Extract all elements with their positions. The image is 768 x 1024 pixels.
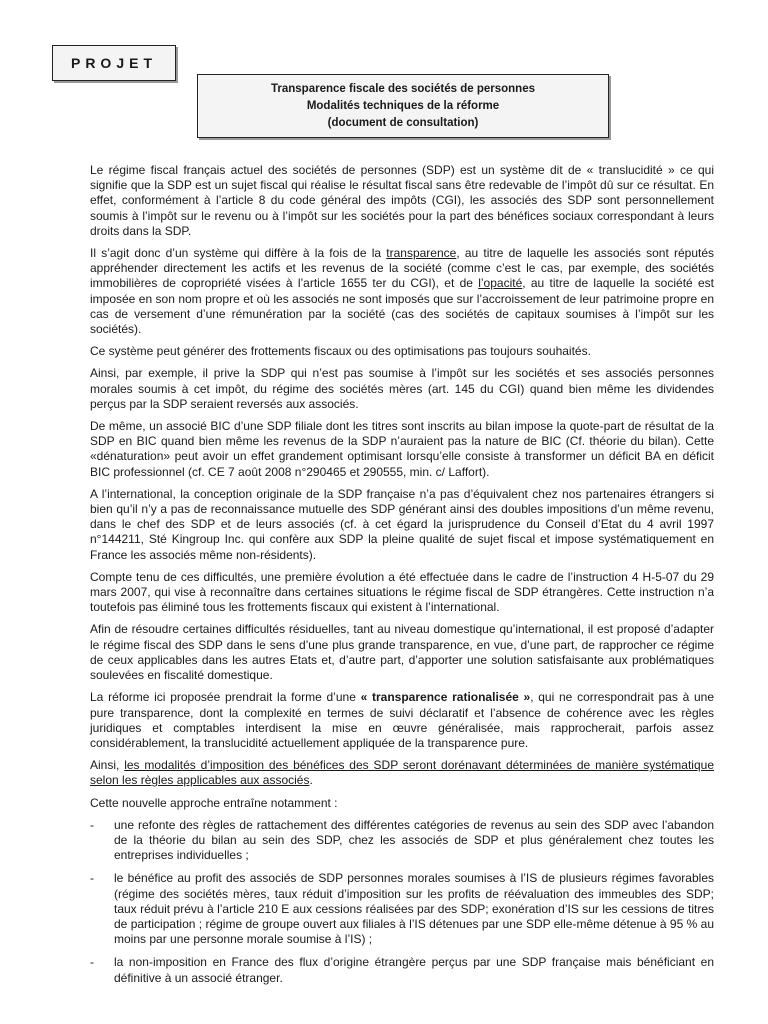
paragraph-1: Le régime fiscal français actuel des sociétés de personnes (SDP) est un système dit de « translucidité » ce qui signifie que la SDP est un sujet fiscal qui réalise le résultat fiscal sans être redevable de l’impôt dû sur ce résultat. En effet, conformément à l’article 8 du code général des impôts (CGI), les associés des SDP sont personnellement soumis à l’impôt sur le revenu ou à l’impôt sur les sociétés pour la part des bénéfices sociaux correspondant à leurs droits dans la SDP.	[90, 163, 714, 238]
paragraph-7: Compte tenu de ces difficultés, une première évolution a été effectuée dans le cadre de l’instruction 4 H-5-07 du 29 mars 2007, qui vise à reconnaître dans certaines situations le régime fiscal de SDP étrangères. Cette instruction n’a toutefois pas éliminé tous les frottements fiscaux qui existent à l’international.	[90, 569, 714, 615]
paragraph-6: A l’international, la conception originale de la SDP française n’a pas d’équivalent chez nos partenaires étrangers si bien qu’il n’y a pas de reconnaissance mutuelle des SDP générant ainsi des doubles impositions d’un même revenu, dans le chef des SDP et de leurs associés (cf. à cet égard la jurisprudence du Conseil d’Etat du 4 avril 1997 n°144211, Sté Kingroup Inc. qui confère aux SDP la pleine qualité de sujet fiscal et impose systématiquement en France les associés même non-résidents).	[90, 486, 714, 562]
term-opacite: l’opacité	[478, 276, 523, 291]
paragraph-8: Afin de résoudre certaines difficultés résiduelles, tant au niveau domestique qu’international, il est proposé d’adapter le régime fiscal des SDP dans le sens d’une plus grande transparence, en vue, d’une part, de rapprocher ce régime de ceux applicables dans les autres Etats et, d’autre part, d’apporter une solution satisfaisante aux problématiques soulevées en fiscalité domestique.	[90, 622, 714, 683]
title-line-1: Transparence fiscale des sociétés de personnes	[271, 83, 535, 95]
title-line-2: Modalités techniques de la réforme	[306, 100, 500, 112]
paragraph-9	[90, 690, 714, 751]
project-stamp: PROJET	[52, 45, 176, 81]
key-statement: les modalités d’imposition des bénéfices des SDP seront dorénavant déterminées de manière systématique selon les règles applicables aux associés	[90, 758, 714, 788]
document-title-box	[197, 74, 609, 138]
paragraph-2-text-a: Il s’agit donc d’un système qui diffère à la fois de la	[90, 246, 387, 261]
title-line-3: (document de consultation)	[327, 117, 479, 129]
list-item: - la non-imposition en France des flux d’origine étrangère perçus par une SDP française mais bénéficiant en définitive à un associé étranger.	[90, 955, 714, 985]
paragraph-10-text-a: Ainsi,	[90, 758, 125, 773]
paragraph-10	[90, 758, 714, 788]
paragraph-9-text-c: , qui ne correspondrait pas à une pure transparence, dont la complexité en termes de suivi déclaratif et l’absence de cohérence avec les règles juridiques et comptables interdisent la mise en œuvre généralisée, mais rapprocherait, parfois assez considérablement, la translucidité actuellement appliquée de la transparence pure.	[90, 690, 714, 750]
list-item: - une refonte des règles de rattachement des différentes catégories de revenus au sein des SDP avec l’abandon de la théorie du bilan au sein des SDP, chez les associés de SDP et plus généralement chez toutes les entreprises individuelles ;	[90, 818, 714, 864]
term-transparence: transparence	[386, 246, 457, 261]
document-body	[90, 163, 714, 994]
paragraph-9-text-a: La réforme ici proposée prendrait la forme d’une	[90, 690, 361, 705]
paragraph-2-text-e: , au titre de laquelle la société est imposée en son nom propre et où les associés ne sont imposés que sur l’accroissement de leur patrimoine propre en cas de versement d’une rémunération par la société (cas des sociétés de capitaux soumises à l’impôt sur les sociétés).	[90, 276, 714, 337]
paragraph-2-text-c: , au titre de laquelle les associés sont réputés appréhender directement les actifs et les revenus de la société (comme c’est le cas, par exemple, des sociétés immobilières de copropriété visées à l’article 1655 ter du CGI), et de	[90, 246, 715, 291]
term-transparence-rationalisee: « transparence rationalisée »	[360, 690, 531, 705]
paragraph-4: Ainsi, par exemple, il prive la SDP qui n’est pas soumise à l’impôt sur les sociétés et ses associés personnes morales soumis à cet impôt, du régime des sociétés mères (art. 145 du CGI) quand bien même les dividendes perçus par la SDP seraient reversés aux associés.	[90, 366, 714, 411]
list-item: - le bénéfice au profit des associés de SDP personnes morales soumises à l’IS de plusieurs régimes favorables (régime des sociétés mères, taux réduit d’imposition sur les profits de réévaluation des immeubles des SDP; taux réduit prévu à l’article 210 E aux cessions réalisées par des SDP; exonération d’IS sur les cessions de titres de participation ; régime de groupe ouvert aux filiales à l’IS détenues par une SDP elle-même détenue à 95 % au moins par une personne morale soumise à l’IS) ;	[90, 871, 714, 947]
consequences-list	[90, 818, 714, 986]
paragraph-3: Ce système peut générer des frottements fiscaux ou des optimisations pas toujours souhaités.	[90, 344, 591, 359]
paragraph-5: De même, un associé BIC d’une SDP filiale dont les titres sont inscrits au bilan impose la quote-part de résultat de la SDP en BIC quand bien même les revenus de la SDP n’auraient pas la nature de BIC (Cf. théorie du bilan). Cette «dénaturation» peut avoir un effet grandement optimisant lorsqu’elle consiste à transformer un déficit BA en déficit BIC professionnel (cf. CE 7 août 2008 n°290465 et 290555, min. c/ Laffort).	[90, 419, 714, 479]
paragraph-11: Cette nouvelle approche entraîne notamment :	[90, 795, 338, 810]
paragraph-10-text-c: .	[309, 773, 313, 788]
paragraph-2	[90, 246, 714, 337]
